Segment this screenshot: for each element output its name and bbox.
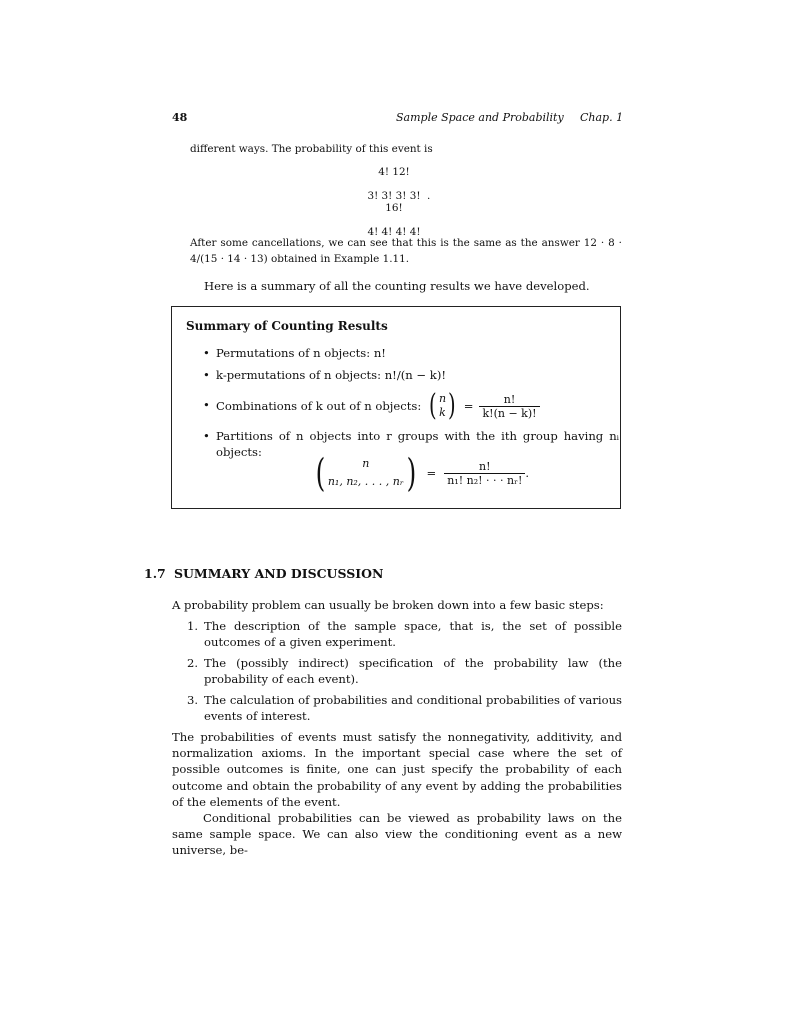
section-intro: A probability problem can usually be broken down into a few basic steps: — [172, 598, 604, 612]
section-title: SUMMARY AND DISCUSSION — [174, 566, 384, 581]
fraction-den-top: 16! — [385, 202, 403, 214]
combinations-denominator: k!(n − k)! — [482, 406, 537, 420]
after-cancellations-text: After some cancellations, we can see that this is the same as the answer 12 · 8 · 4/(15 · 14 · 13) obtained in Example 1.11. — [190, 237, 622, 265]
step-number: 2. — [187, 656, 199, 670]
summary-item-partitions: • Partitions of n objects into r groups with the ith group having nᵢ objects: ( n n₁, n₂, . . . , nᵣ ) = $\frac{n!}{\text{n₁! n₂! · · · nᵣ!}}$ . — [203, 429, 619, 495]
step-number: 3. — [187, 693, 199, 707]
combinations-numerator: n! — [479, 393, 539, 407]
summary-item-k-permutations — [203, 368, 613, 386]
binom-top: n — [438, 392, 447, 405]
binom-bottom: k — [439, 406, 446, 419]
chapter-label: Chap. 1 — [580, 111, 624, 124]
summary-item-label: k-permutations of n objects: n!/(n − k)! — [216, 368, 447, 382]
summary-item-label: Partitions of n objects into r groups with the ith group having nᵢ — [216, 429, 619, 443]
summary-item-label: Permutations of n objects: n! — [216, 346, 386, 360]
multinomial-coefficient: ( n n₁, n₂, . . . , nᵣ ) — [315, 451, 416, 495]
summary-item-permutations — [203, 346, 613, 364]
multinomial-bottom: n₁, n₂, . . . , nᵣ — [327, 475, 404, 488]
summary-item-combinations: • Combinations of k out of n objects: ( n k ) = $\frac{n!}{k!(n - k)!}$ — [203, 389, 613, 425]
page-number: 48 — [172, 111, 188, 124]
summary-intro: Here is a summary of all the counting results we have developed. — [204, 279, 590, 293]
summary-item-label: Combinations of k out of n objects: — [216, 399, 422, 413]
bullet-icon: • — [203, 398, 210, 412]
fraction-period: . — [427, 190, 431, 202]
summary-box-title: Summary of Counting Results — [186, 319, 388, 333]
probability-fraction — [362, 166, 426, 238]
binomial-coefficient: ( n k ) — [429, 388, 456, 423]
running-title: Sample Space and Probability — [396, 111, 564, 124]
partitions-denominator: n₁! n₂! · · · nᵣ! — [447, 473, 523, 487]
multinomial-top: n — [362, 457, 370, 470]
section-heading — [144, 566, 544, 584]
step-text: The (possibly indirect) specification of the probability law (the probability of each event). — [204, 656, 622, 686]
bullet-icon: • — [203, 368, 210, 382]
fraction-num-bottom: 3! 3! 3! 3! — [367, 190, 421, 202]
summary-item-label-cont: objects: — [216, 445, 262, 459]
step-text: The description of the sample space, that is, the set of possible outcomes of a given experiment. — [204, 619, 622, 649]
step-number: 1. — [187, 619, 199, 633]
intro-line: different ways. The probability of this event is — [190, 143, 433, 155]
fraction-den-bottom: 4! 4! 4! 4! — [367, 226, 421, 238]
partitions-numerator: n! — [444, 460, 525, 474]
section-number: 1.7 — [144, 566, 166, 581]
summary-box — [171, 306, 621, 509]
bullet-icon: • — [203, 346, 210, 360]
step-text: The calculation of probabilities and conditional probabilities of various events of interest. — [204, 693, 622, 723]
partitions-fraction — [444, 460, 525, 487]
paragraph-conditional: Conditional probabilities can be viewed as probability laws on the same sample space. We can also view the conditioning event as a new universe, be- — [172, 811, 622, 858]
fraction-num-top: 4! 12! — [378, 166, 410, 178]
paragraph-axioms: The probabilities of events must satisfy the nonnegativity, additivity, and normalization axioms. In the important special case where the set of possible outcomes is finite, one can just specify the probability of each outcome and obtain the probability of any event by adding the probabilities of the elements of the event. — [172, 730, 622, 809]
bullet-icon: • — [203, 429, 210, 443]
combinations-fraction — [479, 393, 539, 420]
